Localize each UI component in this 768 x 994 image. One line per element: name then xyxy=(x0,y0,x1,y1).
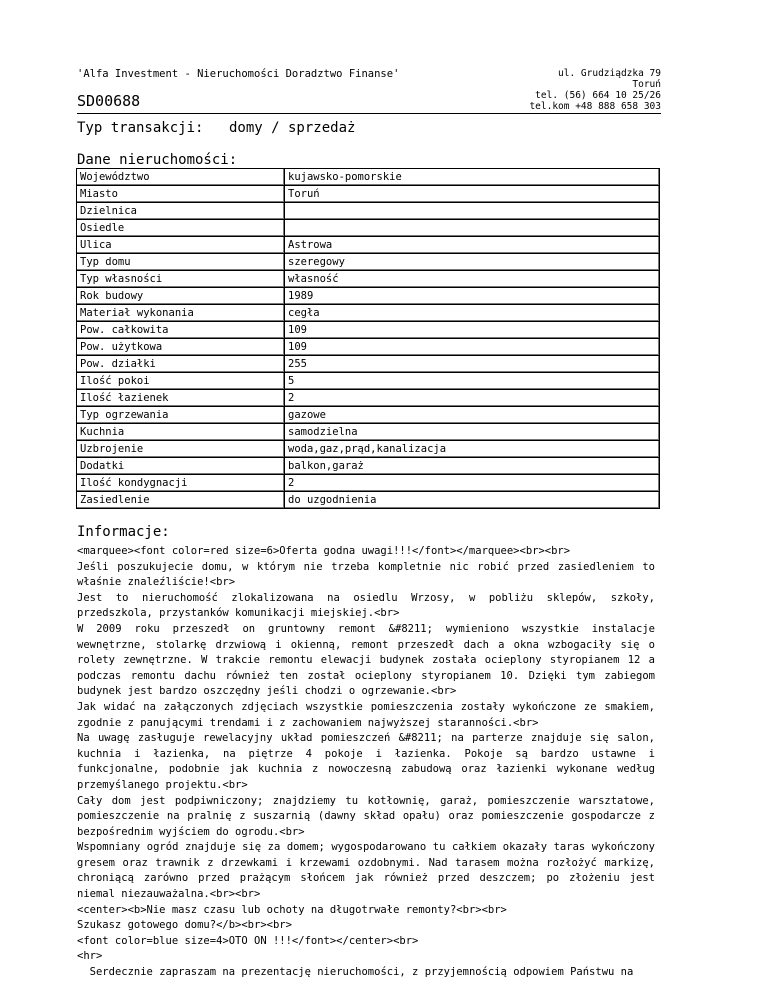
property-label: Uzbrojenie xyxy=(77,441,285,458)
information-paragraph: <hr> xyxy=(77,950,103,963)
information-paragraph: Jest to nieruchomość zlokalizowana na osiedlu Wrzosy, w pobliżu sklepów, szkoły, przedszkola, przystanków komunikacji miejskiej.<br> xyxy=(77,591,655,620)
information-paragraph: Szukasz gotowego domu?</b><br><br> xyxy=(77,919,292,932)
information-paragraph: Na uwagę zasługuje rewelacyjny układ pomieszczeń &#8211; na parterze znajduje się salon, kuchnia i łazienka, na piętrze 4 pokoje i łazienka. Pokoje są bardzo ustawne i funkcjonalne, podobnie jak kuchnia z nowoczesną zabudową oraz łazienki wykonane według przemyślanego projektu.<br> xyxy=(77,732,655,791)
property-row xyxy=(77,390,660,407)
property-label: Pow. użytkowa xyxy=(77,339,285,356)
property-value: cegła xyxy=(285,305,660,322)
property-label: Ilość pokoi xyxy=(77,373,285,390)
property-value: 1989 xyxy=(285,288,660,305)
property-value: szeregowy xyxy=(285,254,660,271)
property-label: Miasto xyxy=(77,186,285,203)
information-paragraph: Cały dom jest podpiwniczony; znajdziemy tu kotłownię, garaż, pomieszczenie warsztatowe, pomieszczenie na pralnię z suszarnią (dawny skład opału) oraz pomieszczenie gospodarcze z bezpośrednim wyjściem do ogrodu.<br> xyxy=(77,794,655,838)
property-value: 109 xyxy=(285,339,660,356)
property-row xyxy=(77,305,660,322)
information-paragraph: <font color=blue size=4>OTO ON !!!</font></center><br> xyxy=(77,934,419,947)
property-row xyxy=(77,220,660,237)
property-label: Ulica xyxy=(77,237,285,254)
property-value: samodzielna xyxy=(285,424,660,441)
property-value: kujawsko-pomorskie xyxy=(285,169,660,186)
property-label: Pow. działki xyxy=(77,356,285,373)
property-row xyxy=(77,339,660,356)
address-phone: tel. (56) 664 10 25/26 xyxy=(535,90,661,101)
property-label: Ilość kondygnacji xyxy=(77,475,285,492)
property-label: Typ własności xyxy=(77,271,285,288)
agency-address xyxy=(529,68,661,112)
property-row xyxy=(77,254,660,271)
property-value: własność xyxy=(285,271,660,288)
property-label: Województwo xyxy=(77,169,285,186)
property-label: Dzielnica xyxy=(77,203,285,220)
property-row xyxy=(77,475,660,492)
property-row xyxy=(77,203,660,220)
information-paragraph: Jak widać na załączonych zdjęciach wszystkie pomieszczenia zostały wykończone ze smakiem, zgodnie z panującymi trendami i z zachowaniem najwyższej staranności.<br> xyxy=(77,700,655,729)
property-label: Typ domu xyxy=(77,254,285,271)
property-value: 109 xyxy=(285,322,660,339)
property-value: woda,gaz,prąd,kanalizacja xyxy=(285,441,660,458)
information-paragraph: Serdecznie zapraszam na prezentację nieruchomości, z przyjemnością odpowiem Państwu na xyxy=(77,966,634,979)
information-paragraph: Jeśli poszukujecie domu, w którym nie trzeba kompletnie nic robić przed zasiedleniem to właśnie znaleźliście!<br> xyxy=(77,560,655,589)
property-row xyxy=(77,458,660,475)
property-value: balkon,garaż xyxy=(285,458,660,475)
information-paragraph: Wspomniany ogród znajduje się za domem; wygospodarowano tu całkiem okazały taras wykończony gresem oraz trawnik z drzewkami i krzewami ozdobnymi. Nad tarasem można rozłożyć markizę, chroniącą zarówno przed prażącym słońcem jak również przed deszczem; po złożeniu jest niemal niezauważalna.<br><br> xyxy=(77,841,655,901)
property-label: Osiedle xyxy=(77,220,285,237)
property-row xyxy=(77,271,660,288)
property-section-title: Dane nieruchomości: xyxy=(77,152,238,168)
information-paragraph: <center><b>Nie masz czasu lub ochoty na długotrwałe remonty?<br><br> xyxy=(77,903,507,916)
property-value xyxy=(285,203,660,220)
property-table xyxy=(76,168,660,509)
information-section-title: Informacje: xyxy=(77,524,170,540)
transaction-label: Typ transakcji: xyxy=(77,120,204,136)
property-row xyxy=(77,169,660,186)
property-row xyxy=(77,424,660,441)
property-label: Dodatki xyxy=(77,458,285,475)
information-text xyxy=(77,544,655,981)
property-label: Ilość łazienek xyxy=(77,390,285,407)
property-row xyxy=(77,407,660,424)
header-divider xyxy=(77,113,661,114)
property-value: do uzgodnienia xyxy=(285,492,660,509)
property-label: Rok budowy xyxy=(77,288,285,305)
property-label: Zasiedlenie xyxy=(77,492,285,509)
transaction-type xyxy=(77,120,356,136)
property-row xyxy=(77,322,660,339)
property-value: Toruń xyxy=(285,186,660,203)
transaction-value: domy / sprzedaż xyxy=(229,120,356,136)
property-row xyxy=(77,288,660,305)
property-row xyxy=(77,441,660,458)
property-row xyxy=(77,237,660,254)
information-paragraph: <marquee><font color=red size=6>Oferta godna uwagi!!!</font></marquee><br><br> xyxy=(77,545,571,557)
document-header xyxy=(77,64,661,114)
property-value: 255 xyxy=(285,356,660,373)
agency-name: 'Alfa Investment - Nieruchomości Doradztwo Finanse' xyxy=(77,68,400,80)
address-city: Toruń xyxy=(632,79,661,90)
property-value: 5 xyxy=(285,373,660,390)
property-label: Pow. całkowita xyxy=(77,322,285,339)
property-row xyxy=(77,492,660,509)
property-value xyxy=(285,220,660,237)
property-label: Typ ogrzewania xyxy=(77,407,285,424)
offer-code: SD00688 xyxy=(77,92,141,110)
information-paragraph: W 2009 roku przeszedł on gruntowny remont &#8211; wymieniono wszystkie instalacje wewnętrzne, stolarkę drzwiową i okienną, remont przeszedł dach a okna wzbogaciły się o rolety zewnętrzne. W trakcie remontu elewacji budynek została ocieplony styropianem 12 a podczas remontu dachu również ten został ocieplony styropianem 10. Dzięki tym zabiegom budynek jest bardzo oszczędny jeśli chodzi o ogrzewanie.<br> xyxy=(77,622,655,698)
property-row xyxy=(77,373,660,390)
property-value: gazowe xyxy=(285,407,660,424)
property-label: Materiał wykonania xyxy=(77,305,285,322)
property-row xyxy=(77,356,660,373)
property-value: Astrowa xyxy=(285,237,660,254)
property-label: Kuchnia xyxy=(77,424,285,441)
property-row xyxy=(77,186,660,203)
property-value: 2 xyxy=(285,390,660,407)
property-value: 2 xyxy=(285,475,660,492)
address-street: ul. Grudziądzka 79 xyxy=(558,68,661,79)
address-mobile: tel.kom +48 888 658 303 xyxy=(529,101,661,112)
